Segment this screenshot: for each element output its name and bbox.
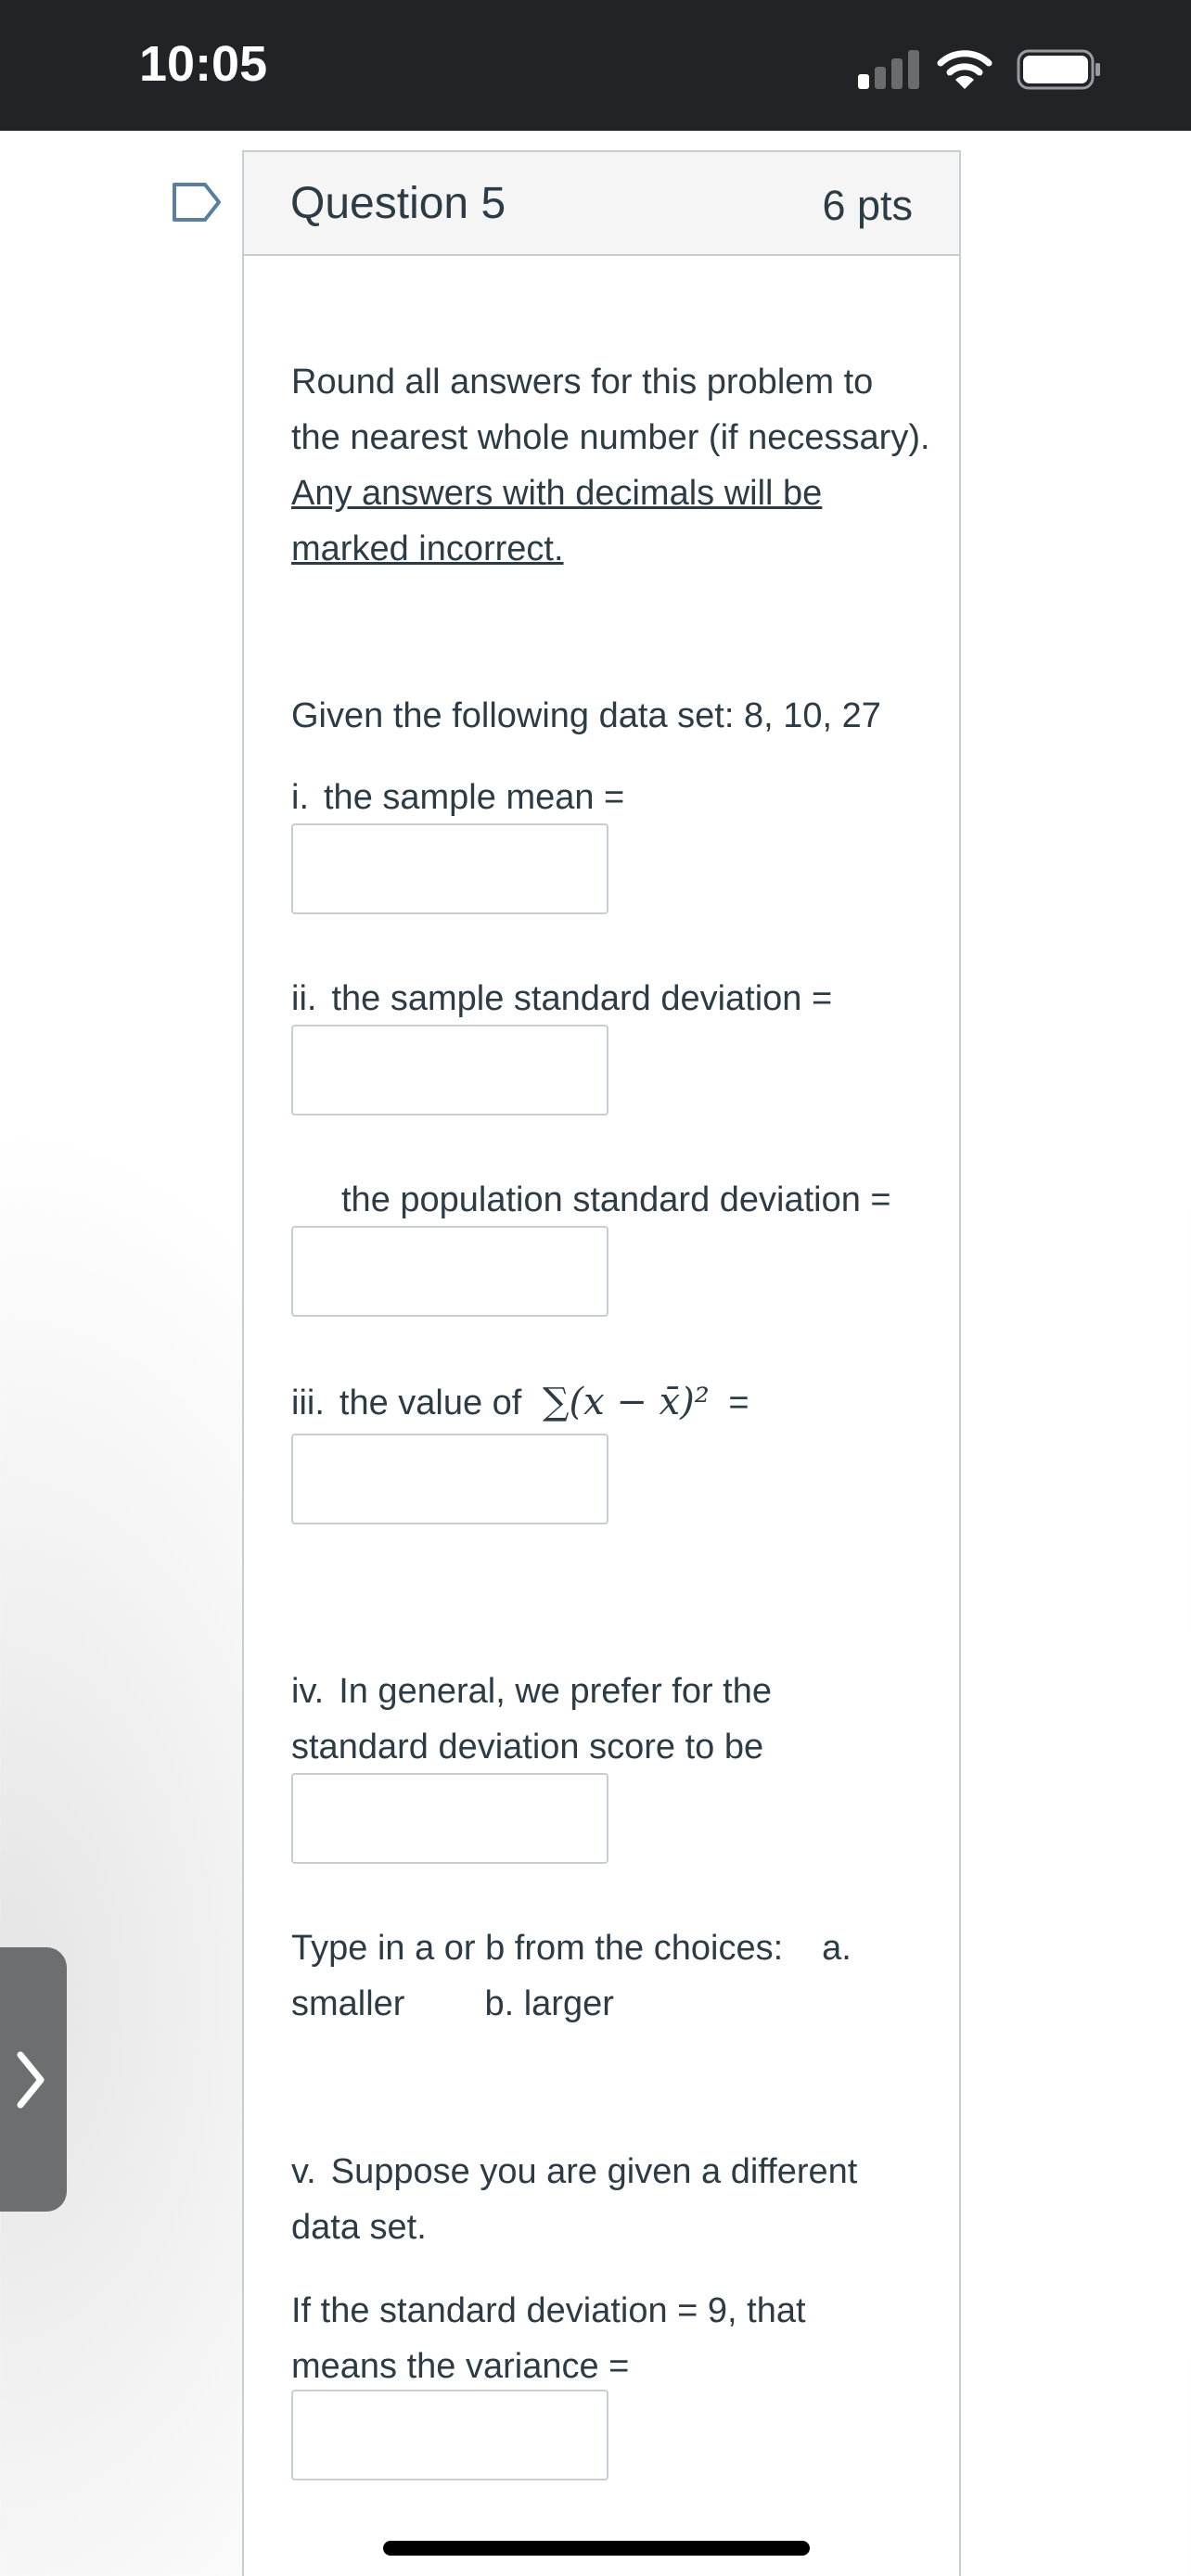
sample-mean-input[interactable]: [291, 823, 608, 914]
part-iii-equals: =: [728, 1384, 749, 1422]
next-question-tab[interactable]: [0, 1947, 67, 2212]
part-i-text: the sample mean =: [324, 778, 625, 817]
part-iii-label: [291, 1374, 931, 1431]
question-title: Question 5: [290, 179, 506, 228]
part-v-text: Suppose you are given a different data set.: [291, 2152, 858, 2247]
home-indicator[interactable]: [383, 2541, 810, 2556]
population-std-dev-input[interactable]: [291, 1226, 608, 1317]
part-v-label: [291, 2144, 931, 2255]
status-time: 10:05: [139, 36, 268, 92]
flag-question-icon[interactable]: [172, 182, 222, 223]
part-iv-numeral: iv.: [291, 1672, 325, 1711]
part-ii-b-label: the population standard deviation =: [341, 1180, 891, 1219]
sample-std-dev-input[interactable]: [291, 1025, 608, 1116]
instructions-warning: Any answers with decimals will be marked incorrect.: [291, 474, 823, 568]
part-ii-label: [291, 971, 931, 1027]
question-header: [244, 152, 959, 256]
part-iii-text: the value of: [339, 1384, 522, 1422]
status-bar: [0, 0, 1191, 131]
variance-input[interactable]: [291, 2390, 608, 2480]
choices-prompt: Type in a or b from the choices:: [291, 1929, 784, 1968]
choice-a: a. smaller: [291, 1929, 852, 2023]
data-set-line: Given the following data set: 8, 10, 27: [291, 696, 881, 735]
prefer-choice-input[interactable]: [291, 1773, 608, 1864]
question-card: [242, 150, 961, 2576]
part-v-followup: If the standard deviation = 9, that means the variance =: [291, 2291, 806, 2386]
battery-icon: [1017, 49, 1102, 90]
question-points: 6 pts: [822, 182, 913, 229]
part-i-numeral: i.: [291, 778, 309, 817]
part-iv-text: In general, we prefer for the standard deviation score to be: [291, 1672, 773, 1766]
wifi-icon: [937, 46, 992, 91]
instructions: [291, 354, 931, 577]
part-iv-choices: [291, 1920, 931, 2032]
choice-b: b. larger: [484, 1984, 614, 2023]
chevron-right-icon: [13, 2049, 48, 2111]
part-ii-text: the sample standard deviation =: [331, 979, 833, 1018]
signal-icon: [858, 50, 921, 89]
part-iv-label: [291, 1664, 848, 1775]
part-i-label: [291, 770, 931, 825]
part-v-numeral: v.: [291, 2152, 316, 2191]
part-iii-numeral: iii.: [291, 1384, 325, 1422]
sum-squares-input[interactable]: [291, 1434, 608, 1524]
sum-squares-formula: ∑(x − x̄)²: [542, 1381, 710, 1423]
instructions-text: Round all answers for this problem to the nearest whole number (if necessary).: [291, 363, 930, 457]
part-ii-numeral: ii.: [291, 979, 317, 1018]
